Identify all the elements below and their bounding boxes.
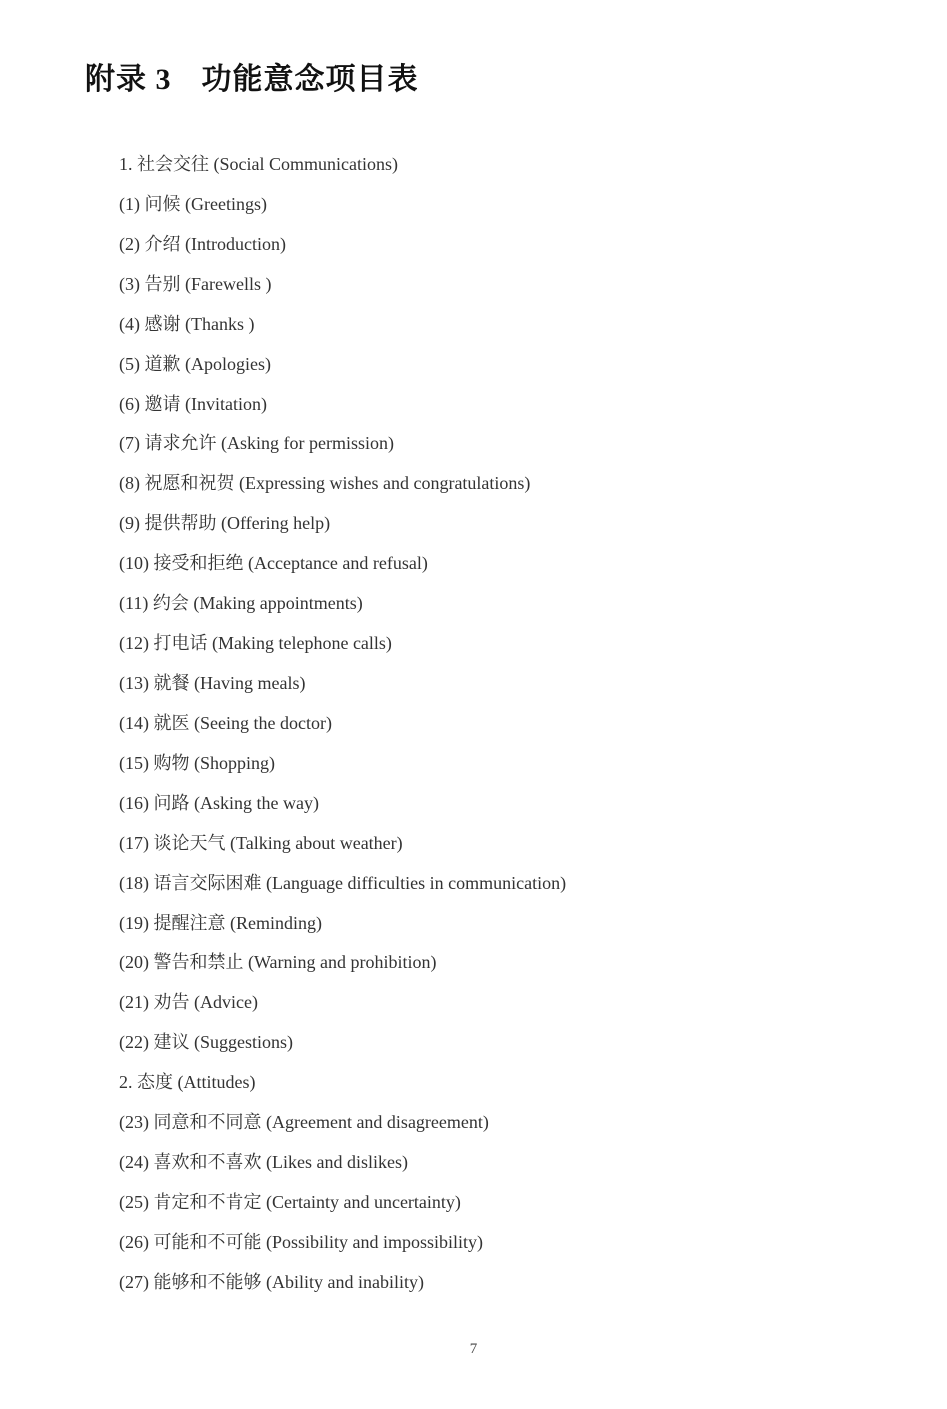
list-item-seeing-doctor: (14) 就医 (Seeing the doctor)	[119, 712, 332, 733]
list-item-certainty: (25) 肯定和不肯定 (Certainty and uncertainty)	[119, 1191, 461, 1212]
list-item-asking-permission: (7) 请求允许 (Asking for permission)	[119, 433, 394, 454]
list-item-telephone-calls: (12) 打电话 (Making telephone calls)	[119, 633, 392, 654]
list-item-ability: (27) 能够和不能够 (Ability and inability)	[119, 1271, 424, 1292]
section-heading-social-communications: 1. 社会交往 (Social Communications)	[119, 154, 398, 174]
list-item-possibility: (26) 可能和不可能 (Possibility and impossibility)	[119, 1231, 484, 1252]
list-item-warning-prohibition: (20) 警告和禁止 (Warning and prohibition)	[119, 952, 437, 973]
list-item-shopping: (15) 购物 (Shopping)	[119, 752, 275, 773]
list-item-advice: (21) 劝告 (Advice)	[119, 992, 258, 1013]
list-item-acceptance-refusal: (10) 接受和拒绝 (Acceptance and refusal)	[119, 553, 428, 574]
list-item-likes-dislikes: (24) 喜欢和不喜欢 (Likes and dislikes)	[119, 1152, 408, 1173]
list-item-weather: (17) 谈论天气 (Talking about weather)	[119, 832, 403, 853]
list-item-reminding: (19) 提醒注意 (Reminding)	[119, 912, 322, 933]
list-item-appointments: (11) 约会 (Making appointments)	[119, 593, 363, 614]
page-number: 7	[469, 1341, 478, 1357]
section-heading-attitudes: 2. 态度 (Attitudes)	[119, 1072, 256, 1093]
title-prefix: 附录 3	[85, 63, 172, 96]
title-main: 功能意念项目表	[201, 63, 419, 96]
page-title	[85, 60, 419, 100]
list-item-asking-way: (16) 问路 (Asking the way)	[119, 792, 319, 813]
list-item-offering-help: (9) 提供帮助 (Offering help)	[119, 513, 331, 534]
list-item-greetings: (1) 问候 (Greetings)	[119, 193, 267, 214]
list-item-agreement: (23) 同意和不同意 (Agreement and disagreement)	[119, 1112, 489, 1133]
list-item-invitation: (6) 邀请 (Invitation)	[119, 393, 267, 414]
list-item-wishes-congratulations: (8) 祝愿和祝贺 (Expressing wishes and congratulations)	[119, 473, 531, 494]
list-item-apologies: (5) 道歉 (Apologies)	[119, 353, 271, 374]
list-item-language-difficulties: (18) 语言交际困难 (Language difficulties in communication)	[119, 872, 567, 893]
list-item-suggestions: (22) 建议 (Suggestions)	[119, 1032, 293, 1053]
list-item-introduction: (2) 介绍 (Introduction)	[119, 233, 286, 254]
list-item-farewells: (3) 告别 (Farewells )	[119, 273, 272, 294]
list-item-having-meals: (13) 就餐 (Having meals)	[119, 672, 306, 693]
function-notion-list	[119, 150, 899, 1308]
list-item-thanks: (4) 感谢 (Thanks )	[119, 313, 255, 334]
